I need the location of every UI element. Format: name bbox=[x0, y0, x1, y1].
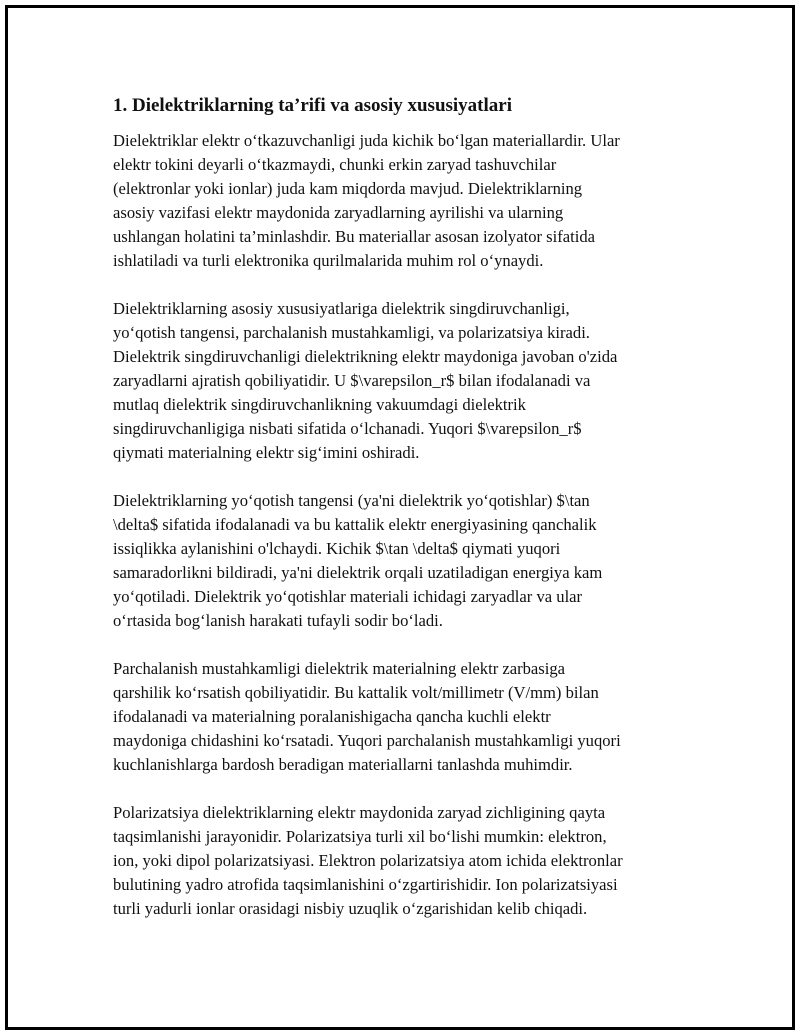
text-line: asosiy vazifasi elektr maydonida zaryadlarning ayrilishi va ularning bbox=[113, 203, 564, 222]
text-line: maydoniga chidashini ko‘rsatadi. Yuqori parchalanish mustahkamligi yuqori bbox=[113, 731, 621, 750]
text-line: turli yadurli ionlar orasidagi nisbiy uzuqlik o‘zgarishidan kelib chiqadi. bbox=[113, 899, 588, 918]
text-line: zaryadlarni ajratish qobiliyatidir. U $\varepsilon_r$ bilan ifodalanadi va bbox=[113, 371, 591, 390]
text-line: taqsimlanishi jarayonidir. Polarizatsiya turli xil bo‘lishi mumkin: elektron, bbox=[113, 827, 607, 846]
text-line: ion, yoki dipol polarizatsiyasi. Elektron polarizatsiya atom ichida elektronlar bbox=[113, 851, 623, 870]
text-line: Dielektrik singdiruvchanligi dielektrikning elektr maydoniga javoban o'zida bbox=[113, 347, 618, 366]
text-line: \delta$ sifatida ifodalanadi va bu kattalik elektr energiyasining qanchalik bbox=[113, 515, 597, 534]
text-line: Dielektriklarning yo‘qotish tangensi (ya'ni dielektrik yo‘qotishlar) $\tan bbox=[113, 491, 590, 510]
text-line: Polarizatsiya dielektriklarning elektr maydonida zaryad zichligining qayta bbox=[113, 803, 606, 822]
paragraph-loss-tangent bbox=[113, 489, 683, 633]
text-line: kuchlanishlarga bardosh beradigan materiallarni tanlashda muhimdir. bbox=[113, 755, 573, 774]
text-line: (elektronlar yoki ionlar) juda kam miqdorda mavjud. Dielektriklarning bbox=[113, 179, 583, 198]
text-line: samaradorlikni bildiradi, ya'ni dielektrik orqali uzatiladigan energiya kam bbox=[113, 563, 603, 582]
text-line: yo‘qotish tangensi, parchalanish mustahkamligi, va polarizatsiya kiradi. bbox=[113, 323, 590, 342]
text-line: qarshilik ko‘rsatish qobiliyatidir. Bu kattalik volt/millimetr (V/mm) bilan bbox=[113, 683, 599, 702]
section-heading: 1. Dielektriklarning ta’rifi va asosiy xususiyatlari bbox=[113, 95, 512, 116]
text-line: o‘rtasida bog‘lanish harakati tufayli sodir bo‘ladi. bbox=[113, 611, 443, 630]
text-line: issiqlikka aylanishini o'lchaydi. Kichik $\tan \delta$ qiymati yuqori bbox=[113, 539, 561, 558]
text-line: ishlatiladi va turli elektronika qurilmalarida muhim rol o‘ynaydi. bbox=[113, 251, 544, 270]
paragraph-definition bbox=[113, 129, 683, 273]
text-line: ushlangan holatini ta’minlashdir. Bu materiallar asosan izolyator sifatida bbox=[113, 227, 596, 246]
document-body bbox=[113, 92, 683, 945]
text-line: elektr tokini deyarli o‘tkazmaydi, chunki erkin zaryad tashuvchilar bbox=[113, 155, 557, 174]
text-line: bulutining yadro atrofida taqsimlanishini o‘zgartirishidir. Ion polarizatsiyasi bbox=[113, 875, 618, 894]
text-line: Dielektriklar elektr o‘tkazuvchanligi juda kichik bo‘lgan materiallardir. Ular bbox=[113, 131, 620, 150]
text-line: Parchalanish mustahkamligi dielektrik materialning elektr zarbasiga bbox=[113, 659, 566, 678]
paragraph-breakdown-strength bbox=[113, 657, 683, 777]
text-line: ifodalanadi va materialning poralanishigacha qancha kuchli elektr bbox=[113, 707, 551, 726]
text-line: Dielektriklarning asosiy xususiyatlariga dielektrik singdiruvchanligi, bbox=[113, 299, 570, 318]
paragraph-permittivity bbox=[113, 297, 683, 465]
text-line: yo‘qotiladi. Dielektrik yo‘qotishlar materiali ichidagi zaryadlar va ular bbox=[113, 587, 583, 606]
paragraph-polarization bbox=[113, 801, 683, 921]
text-line: qiymati materialning elektr sig‘imini oshiradi. bbox=[113, 443, 420, 462]
text-line: mutlaq dielektrik singdiruvchanlikning vakuumdagi dielektrik bbox=[113, 395, 526, 414]
text-line: singdiruvchanligiga nisbati sifatida o‘lchanadi. Yuqori $\varepsilon_r$ bbox=[113, 419, 582, 438]
